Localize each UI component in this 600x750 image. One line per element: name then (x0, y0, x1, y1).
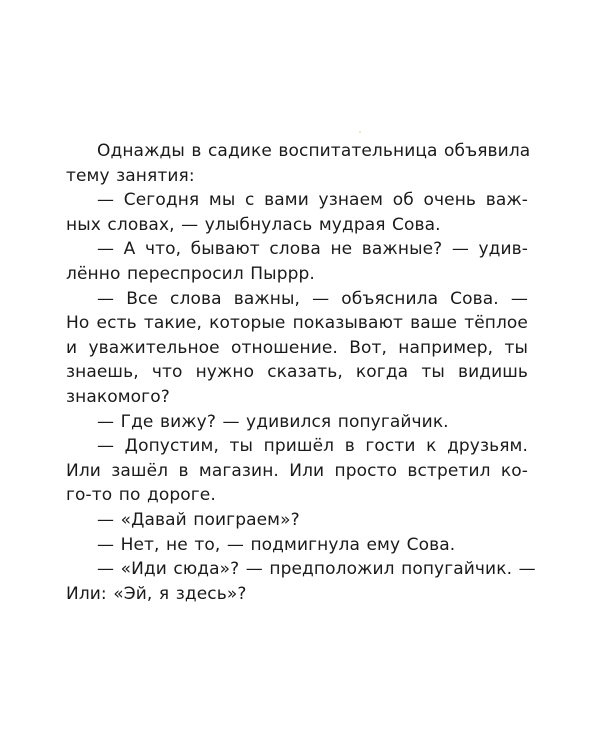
text-line: и уважительное отношение. Вот, например, ты (66, 337, 528, 358)
text-line: — Нет, не то, — подмигнула ему Сова. (97, 534, 456, 555)
text-line: — Сегодня мы с вами узнаем об очень важ- (97, 190, 528, 211)
text-line: лённо переспросил Пыррр. (66, 263, 315, 284)
text-line: знакомого? (66, 386, 170, 407)
text-line: ных словах, — улыбнулась мудрая Сова. (66, 214, 441, 235)
text-line: — «Иди сюда»? — предположил попугайчик. — (97, 559, 536, 580)
text-line: Или зашёл в магазин. Или просто встретил ко- (66, 460, 528, 481)
story-text (66, 139, 536, 606)
text-line: — А что, бывают слова не важные? — удив- (97, 239, 528, 260)
text-line: — Допустим, ты пришёл в гости к друзьям. (97, 436, 528, 457)
paper-speck (359, 131, 361, 133)
text-line: знаешь, что нужно сказать, когда ты видишь (66, 362, 528, 383)
text-line: го-то по дороге. (66, 485, 216, 506)
text-line: — Где вижу? — удивился попугайчик. (97, 411, 449, 432)
text-line: Но есть такие, которые показывают ваше тёплое (66, 313, 528, 334)
text-line: — Все слова важны, — объяснила Сова. — (97, 288, 528, 309)
text-line: — «Давай поиграем»? (97, 509, 300, 530)
text-line: Однажды в садике воспитательница объявила (97, 141, 531, 161)
text-line: Или: «Эй, я здесь»? (66, 583, 247, 604)
text-line: тему занятия: (66, 165, 195, 186)
